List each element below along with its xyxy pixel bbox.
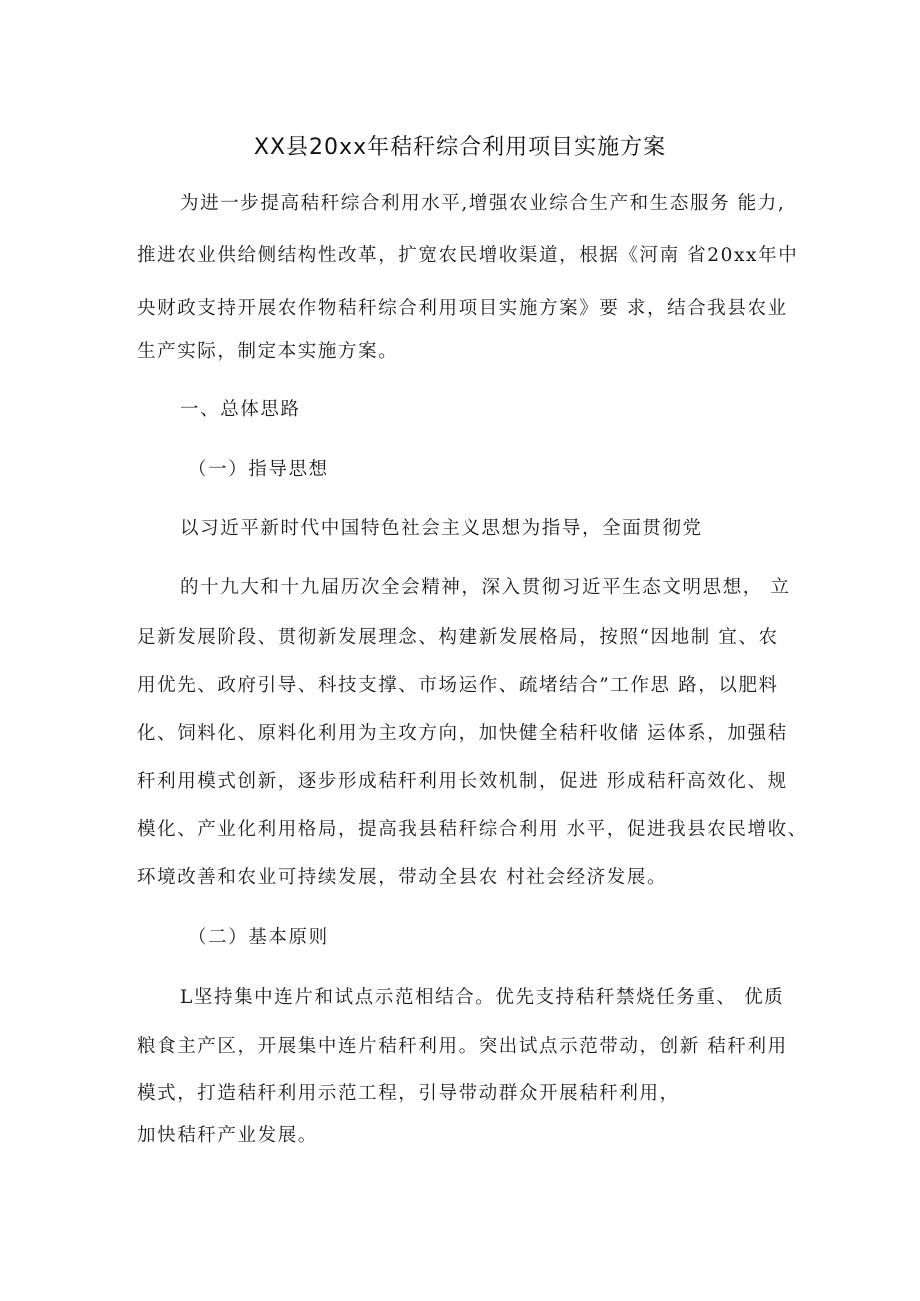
guiding-line-6: 模化、产业化利用格局，提高我县秸秆综合利用 水平，促进我县农民增收、 [137, 819, 808, 840]
subheading-guiding-thought: （一）指导思想 [188, 459, 329, 480]
document-title: XX县20xx年秸秆综合利用项目实施方案 [253, 135, 667, 160]
guiding-line-1: 的十九大和十九届历次全会精神，深入贯彻习近平生态文明思想， 立 [180, 577, 791, 598]
intro-line-3: 央财政支持开展农作物秸秆综合利用项目实施方案》要 求，结合我县农业 [137, 298, 788, 319]
principle-line-3: 模式，打造秸秆利用示范工程，引导带动群众开展秸秆利用， [137, 1083, 680, 1104]
intro-line-1: 为进一步提高秸秆综合利用水平,增强农业综合生产和生态服务 能力, [180, 193, 786, 214]
guiding-line-2: 足新发展阶段、贯彻新发展理念、构建新发展格局，按照“因地制 宜、农 [137, 627, 779, 648]
intro-line-4: 生产实际，制定本实施方案。 [137, 341, 399, 362]
guiding-line-4: 化、饲料化、原料化利用为主攻方向，加快健全秸秆收储 运体系，加强秸 [137, 723, 788, 744]
principle-line-1: L坚持集中连片和试点示范相结合。优先支持秸秆禁烧任务重、 优质 [180, 987, 785, 1008]
guiding-line-7: 环境改善和农业可持续发展，带动全县农 村社会经济发展。 [137, 867, 668, 888]
subheading-basic-principles: （二）基本原则 [188, 927, 329, 948]
section-heading-overall: 一、总体思路 [180, 399, 301, 420]
guiding-line-5: 秆利用模式创新，逐步形成秸秆利用长效机制，促进 形成秸秆高效化、规 [137, 771, 788, 792]
guiding-lead-line: 以习近平新时代中国特色社会主义思想为指导，全面贯彻党 [180, 518, 703, 539]
intro-line-2: 推进农业供给侧结构性改革，扩宽农民增收渠道，根据《河南 省20xx年中 [137, 245, 799, 266]
guiding-line-3: 用优先、政府引导、科技支撑、市场运作、疏堵结合”工作思 路，以肥料 [137, 675, 779, 696]
principle-line-2: 粮食主产区，开展集中连片秸秆利用。突出试点示范带动，创新 秸秆利用 [137, 1036, 788, 1057]
principle-line-4: 加快秸秆产业发展。 [137, 1125, 318, 1146]
